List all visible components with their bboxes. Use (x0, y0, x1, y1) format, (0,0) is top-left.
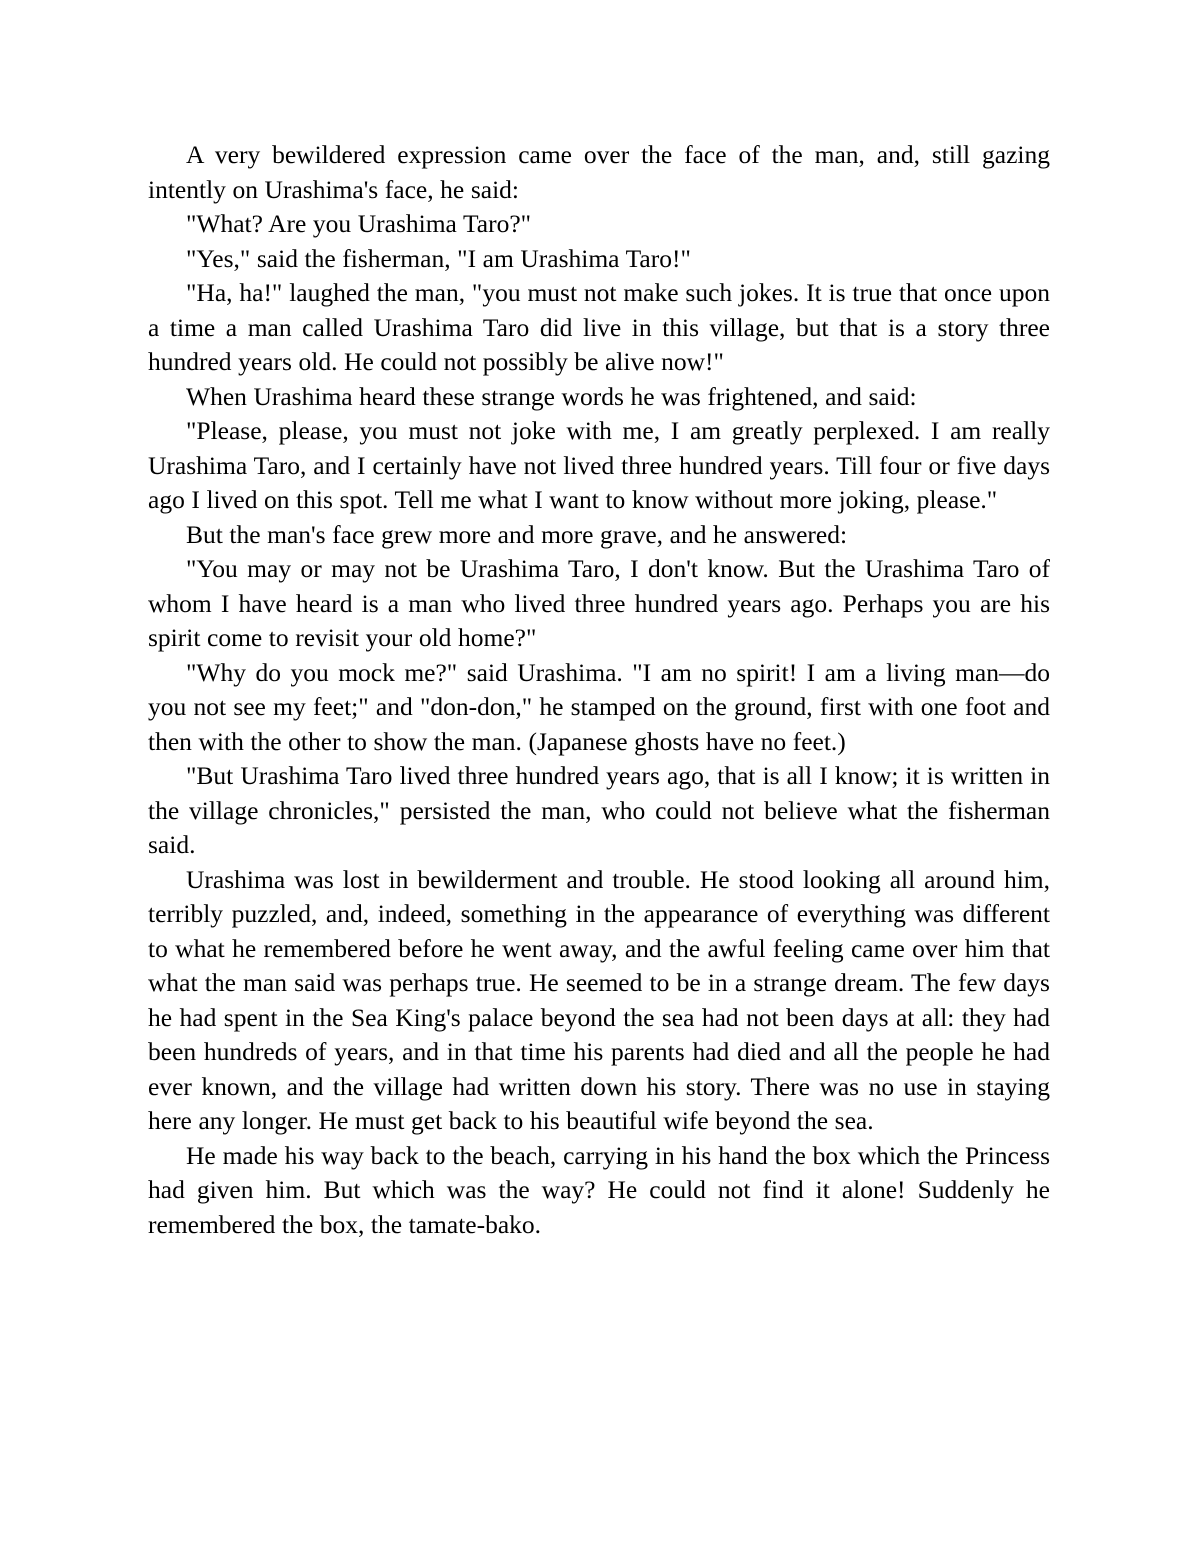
paragraph: A very bewildered expression came over the face of the man, and, still gazing intently on Urashima's face, he said: (148, 140, 1050, 204)
paragraph: He made his way back to the beach, carrying in his hand the box which the Princess had given him. But which was the way? He could not find it alone! Suddenly he remembered the box, the tamate-bako. (148, 1140, 1050, 1239)
paragraph: "What? Are you Urashima Taro?" (186, 209, 532, 238)
paragraph: "Yes," said the fisherman, "I am Urashima Taro!" (186, 243, 691, 273)
paragraph: "Ha, ha!" laughed the man, "you must not make such jokes. It is true that once upon a time a man called Urashima Taro did live in this village, but that is a story three hundred years old. He could not possibly be alive now!" (148, 278, 1050, 376)
paragraph: But the man's face grew more and more grave, and he answered: (186, 519, 848, 549)
paragraph: "You may or may not be Urashima Taro, I don't know. But the Urashima Taro of whom I have heard is a man who lived three hundred years ago. Perhaps you are his spirit come to revisit your old home?" (148, 554, 1050, 652)
paragraph: When Urashima heard these strange words he was frightened, and said: (186, 381, 917, 411)
body-text (148, 138, 1050, 1242)
paragraph: "Why do you mock me?" said Urashima. "I am no spirit! I am a living man—do you not see my feet;" and "don-don," he stamped on the ground, first with one foot and then with the other to show the man. (Japanese ghosts have no feet.) (148, 657, 1050, 756)
paragraph: "But Urashima Taro lived three hundred years ago, that is all I know; it is written in the village chronicles," persisted the man, who could not believe what the fisherman said. (148, 761, 1050, 859)
paragraph: "Please, please, you must not joke with me, I am greatly perplexed. I am really Urashima Taro, and I certainly have not lived three hundred years. Till four or five days ago I lived on this spot. Tell me what I want to know without more joking, please." (148, 416, 1050, 514)
paragraph: Urashima was lost in bewilderment and trouble. He stood looking all around him, terribly puzzled, and, indeed, something in the appearance of everything was different to what he remembered before he went away, and the awful feeling came over him that what the man said was perhaps true. He seemed to be in a strange dream. The few days he had spent in the Sea King's palace beyond the sea had not been days at all: they had been hundreds of years, and in that time his parents had died and all the people he had ever known, and the village had written down his story. There was no use in staying here any longer. He must get back to his beautiful wife beyond the sea. (148, 864, 1050, 1135)
